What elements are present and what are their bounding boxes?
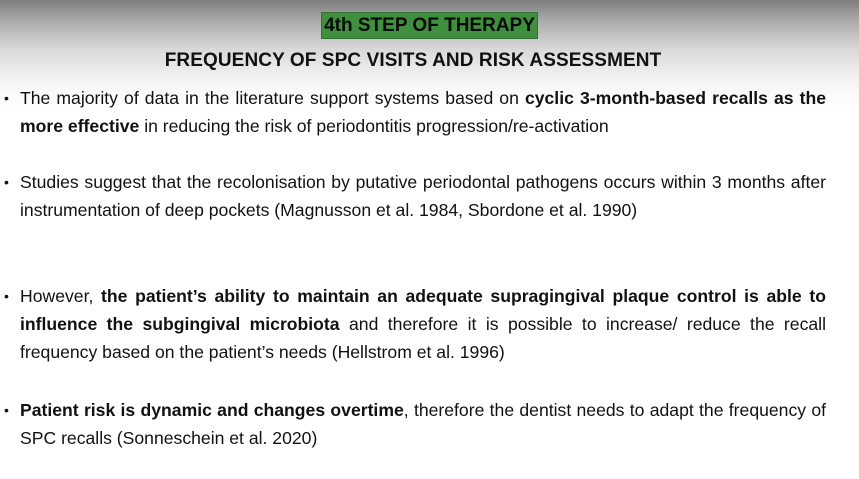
bullet-text: in reducing the risk of periodontitis progression/re-activation — [139, 116, 609, 136]
bullet-text: The majority of data in the literature support systems based on — [20, 88, 525, 108]
bullet-item — [4, 84, 826, 140]
bullet-item — [4, 396, 827, 452]
slide-subtitle: FREQUENCY OF SPC VISITS AND RISK ASSESSMENT — [164, 50, 662, 71]
bullet-marker: • — [4, 90, 9, 106]
bullet-text: However, — [20, 286, 102, 306]
bullet-marker: • — [4, 402, 9, 418]
title-container — [0, 12, 859, 39]
bullet-item — [4, 168, 826, 224]
step-title: 4th STEP OF THERAPY — [321, 12, 538, 39]
bullet-bold-text: the patient’s ability to maintain an adequate supragingival plaque control is able to influence the subgingival microbiota — [20, 286, 827, 334]
bullet-item — [4, 282, 827, 366]
bullet-bold-text: cyclic 3-month-based recalls as the more effective — [20, 88, 826, 136]
bullet-marker: • — [4, 174, 9, 190]
bullet-text: and therefore it is possible to increase/ reduce the recall frequency based on the patient’s needs (Hellstrom et al. 1996) — [20, 314, 826, 362]
bullet-text: , therefore the dentist needs to adapt the frequency of SPC recalls (Sonneschein et al. 2020) — [20, 400, 827, 448]
bullet-bold-text: Patient risk is dynamic and changes overtime — [20, 400, 404, 420]
bullet-marker: • — [4, 288, 9, 304]
bullet-text: Studies suggest that the recolonisation by putative periodontal pathogens occurs within 3 months after instrumentation of deep pockets (Magnusson et al. 1984, Sbordone et al. 1990) — [20, 172, 826, 220]
